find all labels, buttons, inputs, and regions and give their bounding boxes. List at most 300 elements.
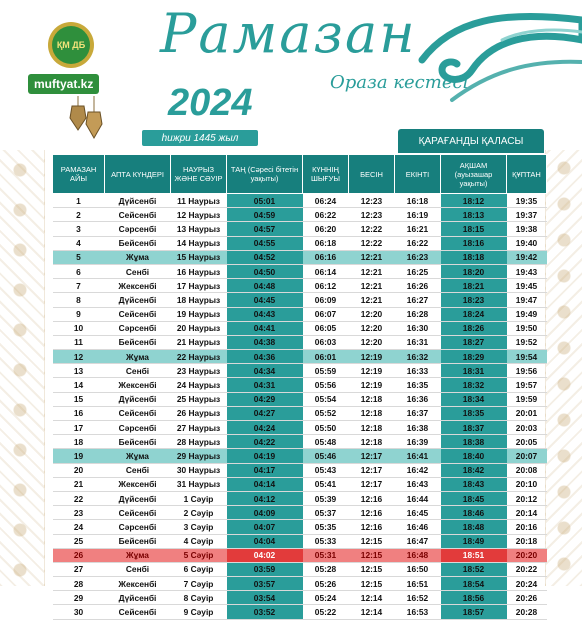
cell-dawn: 04:34 — [227, 364, 303, 378]
cell-dawn: 04:36 — [227, 350, 303, 364]
cell-night: 20:08 — [507, 463, 547, 477]
table-row — [53, 449, 547, 463]
cell-afternoon: 16:52 — [395, 591, 441, 605]
cell-date: 20 Наурыз — [171, 321, 227, 335]
table-body — [53, 194, 547, 620]
cell-night: 20:07 — [507, 449, 547, 463]
right-ornament-border — [545, 150, 582, 586]
cell-night: 20:12 — [507, 491, 547, 505]
cell-sunset: 18:38 — [441, 435, 507, 449]
cell-noon: 12:21 — [349, 250, 395, 264]
cell-dawn: 03:54 — [227, 591, 303, 605]
cell-sunrise: 05:50 — [303, 421, 349, 435]
cell-noon: 12:20 — [349, 321, 395, 335]
cell-date: 21 Наурыз — [171, 335, 227, 349]
cell-dawn: 04:22 — [227, 435, 303, 449]
cell-date: 4 Сәуір — [171, 534, 227, 548]
cell-dawn: 04:24 — [227, 421, 303, 435]
table-row — [53, 392, 547, 406]
cell-sunrise: 05:37 — [303, 506, 349, 520]
cell-dawn: 04:31 — [227, 378, 303, 392]
cell-sunset: 18:51 — [441, 548, 507, 562]
table-header-row — [53, 155, 547, 194]
table-row — [53, 236, 547, 250]
cell-day: 30 — [53, 605, 105, 619]
cell-sunrise: 06:22 — [303, 208, 349, 222]
cell-dawn: 03:57 — [227, 577, 303, 591]
cell-weekday: Бейсенбі — [105, 435, 171, 449]
col-header-noon: БЕСІН — [349, 155, 395, 194]
cell-day: 28 — [53, 577, 105, 591]
cell-noon: 12:16 — [349, 520, 395, 534]
table-row — [53, 406, 547, 420]
cell-sunrise: 05:54 — [303, 392, 349, 406]
cell-sunset: 18:23 — [441, 293, 507, 307]
cell-sunset: 18:24 — [441, 307, 507, 321]
site-link[interactable]: muftyat.kz — [28, 74, 99, 94]
cell-sunset: 18:12 — [441, 194, 507, 208]
cell-noon: 12:21 — [349, 293, 395, 307]
col-header-night: ҚҰПТАН — [507, 155, 547, 194]
cell-noon: 12:18 — [349, 435, 395, 449]
cell-dawn: 04:14 — [227, 477, 303, 491]
table-row — [53, 208, 547, 222]
cell-sunset: 18:26 — [441, 321, 507, 335]
cell-day: 2 — [53, 208, 105, 222]
cell-weekday: Сейсенбі — [105, 307, 171, 321]
cell-afternoon: 16:46 — [395, 520, 441, 534]
cell-afternoon: 16:27 — [395, 293, 441, 307]
cell-night: 19:52 — [507, 335, 547, 349]
cell-dawn: 04:38 — [227, 335, 303, 349]
cell-noon: 12:19 — [349, 364, 395, 378]
cell-sunset: 18:52 — [441, 562, 507, 576]
cell-night: 20:01 — [507, 406, 547, 420]
cell-dawn: 04:52 — [227, 250, 303, 264]
cell-dawn: 03:52 — [227, 605, 303, 619]
table-row — [53, 250, 547, 264]
cell-sunrise: 05:35 — [303, 520, 349, 534]
cell-day: 12 — [53, 350, 105, 364]
cell-sunrise: 06:05 — [303, 321, 349, 335]
cell-dawn: 04:57 — [227, 222, 303, 236]
cell-afternoon: 16:31 — [395, 335, 441, 349]
table-row — [53, 222, 547, 236]
cell-dawn: 03:59 — [227, 562, 303, 576]
cell-noon: 12:23 — [349, 208, 395, 222]
cell-day: 18 — [53, 435, 105, 449]
cell-dawn: 04:50 — [227, 264, 303, 278]
table-row — [53, 491, 547, 505]
cell-dawn: 04:29 — [227, 392, 303, 406]
cell-night: 19:38 — [507, 222, 547, 236]
cell-weekday: Жұма — [105, 250, 171, 264]
cell-date: 7 Сәуір — [171, 577, 227, 591]
cell-noon: 12:15 — [349, 562, 395, 576]
lantern-icon — [66, 96, 106, 142]
col-header-ramadan-day: РАМАЗАН АЙЫ — [53, 155, 105, 194]
cell-night: 19:47 — [507, 293, 547, 307]
cell-weekday: Сәрсенбі — [105, 321, 171, 335]
cell-night: 19:59 — [507, 392, 547, 406]
cell-afternoon: 16:53 — [395, 605, 441, 619]
cell-afternoon: 16:30 — [395, 321, 441, 335]
cell-sunrise: 05:26 — [303, 577, 349, 591]
cell-night: 19:56 — [507, 364, 547, 378]
cell-sunrise: 05:59 — [303, 364, 349, 378]
cell-noon: 12:21 — [349, 279, 395, 293]
cell-night: 19:35 — [507, 194, 547, 208]
fasting-schedule-table — [52, 154, 547, 620]
table-row — [53, 534, 547, 548]
cell-date: 26 Наурыз — [171, 406, 227, 420]
cell-afternoon: 16:33 — [395, 364, 441, 378]
cell-date: 18 Наурыз — [171, 293, 227, 307]
table-row — [53, 477, 547, 491]
cell-sunrise: 05:43 — [303, 463, 349, 477]
cell-date: 17 Наурыз — [171, 279, 227, 293]
table-row — [53, 577, 547, 591]
cell-weekday: Сәрсенбі — [105, 421, 171, 435]
cell-dawn: 04:19 — [227, 449, 303, 463]
cell-sunrise: 05:24 — [303, 591, 349, 605]
cell-night: 20:24 — [507, 577, 547, 591]
cell-noon: 12:22 — [349, 222, 395, 236]
cell-date: 15 Наурыз — [171, 250, 227, 264]
cell-date: 24 Наурыз — [171, 378, 227, 392]
table-row — [53, 421, 547, 435]
city-label: ҚАРАҒАНДЫ ҚАЛАСЫ — [398, 129, 544, 153]
cell-noon: 12:18 — [349, 406, 395, 420]
cell-afternoon: 16:38 — [395, 421, 441, 435]
cell-sunrise: 05:31 — [303, 548, 349, 562]
cell-weekday: Жұма — [105, 449, 171, 463]
cell-dawn: 04:04 — [227, 534, 303, 548]
cell-sunrise: 06:09 — [303, 293, 349, 307]
cell-weekday: Дүйсенбі — [105, 491, 171, 505]
cell-dawn: 04:43 — [227, 307, 303, 321]
cell-day: 7 — [53, 279, 105, 293]
cell-night: 20:03 — [507, 421, 547, 435]
cell-day: 8 — [53, 293, 105, 307]
table-row — [53, 378, 547, 392]
cell-day: 9 — [53, 307, 105, 321]
cell-date: 22 Наурыз — [171, 350, 227, 364]
col-header-date: НАУРЫЗ ЖӘНЕ СӘУІР — [171, 155, 227, 194]
cell-day: 5 — [53, 250, 105, 264]
cell-weekday: Жұма — [105, 548, 171, 562]
col-header-sunset: АҚШАМ (ауызашар уақыты) — [441, 155, 507, 194]
cell-night: 20:28 — [507, 605, 547, 619]
cell-sunrise: 05:41 — [303, 477, 349, 491]
cell-sunset: 18:16 — [441, 236, 507, 250]
cell-afternoon: 16:42 — [395, 463, 441, 477]
cell-afternoon: 16:35 — [395, 378, 441, 392]
cell-sunrise: 05:56 — [303, 378, 349, 392]
cell-dawn: 04:02 — [227, 548, 303, 562]
cell-day: 6 — [53, 264, 105, 278]
cell-noon: 12:14 — [349, 605, 395, 619]
cell-sunset: 18:37 — [441, 421, 507, 435]
cell-sunrise: 06:07 — [303, 307, 349, 321]
cell-night: 19:45 — [507, 279, 547, 293]
cell-sunset: 18:45 — [441, 491, 507, 505]
cell-noon: 12:20 — [349, 307, 395, 321]
cell-sunset: 18:29 — [441, 350, 507, 364]
col-header-dawn: ТАҢ (Сәресі бітетін уақыты) — [227, 155, 303, 194]
table-row — [53, 293, 547, 307]
cell-sunrise: 06:14 — [303, 264, 349, 278]
cell-weekday: Жексенбі — [105, 279, 171, 293]
cell-day: 23 — [53, 506, 105, 520]
cell-date: 6 Сәуір — [171, 562, 227, 576]
cell-sunset: 18:49 — [441, 534, 507, 548]
cell-day: 21 — [53, 477, 105, 491]
cell-afternoon: 16:18 — [395, 194, 441, 208]
cell-weekday: Бейсенбі — [105, 236, 171, 250]
cell-night: 19:40 — [507, 236, 547, 250]
cell-night: 19:37 — [507, 208, 547, 222]
cell-noon: 12:15 — [349, 548, 395, 562]
cell-noon: 12:16 — [349, 491, 395, 505]
table-row — [53, 520, 547, 534]
cell-day: 19 — [53, 449, 105, 463]
cell-dawn: 05:01 — [227, 194, 303, 208]
cell-afternoon: 16:41 — [395, 449, 441, 463]
cell-noon: 12:18 — [349, 392, 395, 406]
cell-night: 20:26 — [507, 591, 547, 605]
cell-sunset: 18:20 — [441, 264, 507, 278]
cell-noon: 12:14 — [349, 591, 395, 605]
cell-day: 27 — [53, 562, 105, 576]
cell-night: 19:57 — [507, 378, 547, 392]
page-title: Рамазан — [160, 2, 417, 65]
table-row — [53, 279, 547, 293]
cell-sunrise: 05:28 — [303, 562, 349, 576]
cell-day: 24 — [53, 520, 105, 534]
cell-afternoon: 16:51 — [395, 577, 441, 591]
cell-dawn: 04:59 — [227, 208, 303, 222]
table-row — [53, 605, 547, 619]
cell-date: 9 Сәуір — [171, 605, 227, 619]
cell-afternoon: 16:19 — [395, 208, 441, 222]
cell-sunrise: 06:24 — [303, 194, 349, 208]
cell-date: 5 Сәуір — [171, 548, 227, 562]
cell-afternoon: 16:21 — [395, 222, 441, 236]
cell-sunset: 18:42 — [441, 463, 507, 477]
page-subtitle: Ораза кестесі — [330, 72, 469, 93]
cell-afternoon: 16:25 — [395, 264, 441, 278]
cell-date: 31 Наурыз — [171, 477, 227, 491]
cell-date: 14 Наурыз — [171, 236, 227, 250]
cell-night: 19:42 — [507, 250, 547, 264]
cell-noon: 12:16 — [349, 506, 395, 520]
cell-noon: 12:17 — [349, 477, 395, 491]
cell-date: 25 Наурыз — [171, 392, 227, 406]
cell-sunset: 18:46 — [441, 506, 507, 520]
cell-sunrise: 06:03 — [303, 335, 349, 349]
col-header-weekday: АПТА КҮНДЕРІ — [105, 155, 171, 194]
cell-weekday: Сейсенбі — [105, 406, 171, 420]
cell-dawn: 04:48 — [227, 279, 303, 293]
cell-afternoon: 16:23 — [395, 250, 441, 264]
cell-noon: 12:15 — [349, 534, 395, 548]
table-row — [53, 321, 547, 335]
table-row — [53, 264, 547, 278]
cell-day: 3 — [53, 222, 105, 236]
cell-afternoon: 16:45 — [395, 506, 441, 520]
cell-day: 16 — [53, 406, 105, 420]
cell-night: 20:14 — [507, 506, 547, 520]
cell-afternoon: 16:22 — [395, 236, 441, 250]
cell-weekday: Жексенбі — [105, 477, 171, 491]
cell-sunset: 18:43 — [441, 477, 507, 491]
cell-afternoon: 16:43 — [395, 477, 441, 491]
cell-night: 20:10 — [507, 477, 547, 491]
cell-sunset: 18:48 — [441, 520, 507, 534]
cell-dawn: 04:41 — [227, 321, 303, 335]
cell-date: 28 Наурыз — [171, 435, 227, 449]
cell-day: 1 — [53, 194, 105, 208]
table-row — [53, 194, 547, 208]
cell-weekday: Сейсенбі — [105, 208, 171, 222]
table-row — [53, 307, 547, 321]
table-row — [53, 562, 547, 576]
table-row — [53, 548, 547, 562]
cell-night: 20:20 — [507, 548, 547, 562]
cell-night: 19:43 — [507, 264, 547, 278]
cell-noon: 12:19 — [349, 378, 395, 392]
cell-noon: 12:17 — [349, 463, 395, 477]
cell-afternoon: 16:48 — [395, 548, 441, 562]
cell-afternoon: 16:50 — [395, 562, 441, 576]
cell-sunrise: 05:46 — [303, 449, 349, 463]
logo-text: ҚМ ДБ — [52, 26, 90, 64]
cell-sunrise: 06:01 — [303, 350, 349, 364]
cell-day: 15 — [53, 392, 105, 406]
cell-weekday: Бейсенбі — [105, 534, 171, 548]
cell-sunrise: 05:39 — [303, 491, 349, 505]
cell-weekday: Жексенбі — [105, 378, 171, 392]
cell-date: 2 Сәуір — [171, 506, 227, 520]
cell-weekday: Сейсенбі — [105, 605, 171, 619]
cell-sunset: 18:57 — [441, 605, 507, 619]
cell-sunset: 18:18 — [441, 250, 507, 264]
cell-night: 20:16 — [507, 520, 547, 534]
cell-date: 13 Наурыз — [171, 222, 227, 236]
cell-weekday: Сенбі — [105, 264, 171, 278]
cell-noon: 12:21 — [349, 264, 395, 278]
muftyat-logo — [48, 22, 94, 68]
cell-date: 12 Наурыз — [171, 208, 227, 222]
cell-weekday: Бейсенбі — [105, 335, 171, 349]
cell-weekday: Дүйсенбі — [105, 293, 171, 307]
cell-sunset: 18:40 — [441, 449, 507, 463]
cell-day: 20 — [53, 463, 105, 477]
cell-weekday: Жексенбі — [105, 577, 171, 591]
cell-dawn: 04:12 — [227, 491, 303, 505]
table-row — [53, 506, 547, 520]
cell-sunrise: 05:22 — [303, 605, 349, 619]
table-row — [53, 591, 547, 605]
cell-sunset: 18:34 — [441, 392, 507, 406]
cell-sunrise: 06:12 — [303, 279, 349, 293]
cell-night: 19:49 — [507, 307, 547, 321]
cell-sunrise: 05:48 — [303, 435, 349, 449]
cell-noon: 12:17 — [349, 449, 395, 463]
cell-date: 8 Сәуір — [171, 591, 227, 605]
cell-day: 13 — [53, 364, 105, 378]
cell-sunset: 18:35 — [441, 406, 507, 420]
cell-noon: 12:19 — [349, 350, 395, 364]
cell-night: 20:05 — [507, 435, 547, 449]
cell-sunrise: 06:16 — [303, 250, 349, 264]
cell-sunset: 18:54 — [441, 577, 507, 591]
cell-noon: 12:20 — [349, 335, 395, 349]
cell-dawn: 04:17 — [227, 463, 303, 477]
cell-dawn: 04:45 — [227, 293, 303, 307]
cell-afternoon: 16:37 — [395, 406, 441, 420]
table-row — [53, 335, 547, 349]
cell-night: 20:18 — [507, 534, 547, 548]
cell-dawn: 04:07 — [227, 520, 303, 534]
cell-afternoon: 16:32 — [395, 350, 441, 364]
cell-date: 19 Наурыз — [171, 307, 227, 321]
cell-weekday: Дүйсенбі — [105, 392, 171, 406]
cell-sunset: 18:15 — [441, 222, 507, 236]
cell-sunset: 18:56 — [441, 591, 507, 605]
cell-date: 30 Наурыз — [171, 463, 227, 477]
cell-night: 19:50 — [507, 321, 547, 335]
cell-day: 25 — [53, 534, 105, 548]
col-header-afternoon: ЕКІНТІ — [395, 155, 441, 194]
cell-date: 29 Наурыз — [171, 449, 227, 463]
cell-sunset: 18:31 — [441, 364, 507, 378]
cell-day: 14 — [53, 378, 105, 392]
cell-sunrise: 06:18 — [303, 236, 349, 250]
cell-sunrise: 05:33 — [303, 534, 349, 548]
cell-day: 4 — [53, 236, 105, 250]
cell-night: 20:22 — [507, 562, 547, 576]
cell-sunset: 18:21 — [441, 279, 507, 293]
cell-date: 16 Наурыз — [171, 264, 227, 278]
cell-weekday: Сәрсенбі — [105, 520, 171, 534]
cell-day: 11 — [53, 335, 105, 349]
table-row — [53, 435, 547, 449]
cell-afternoon: 16:44 — [395, 491, 441, 505]
year-label: 2024 — [168, 82, 253, 124]
cell-dawn: 04:27 — [227, 406, 303, 420]
cell-weekday: Дүйсенбі — [105, 194, 171, 208]
cell-date: 1 Сәуір — [171, 491, 227, 505]
cell-sunrise: 06:20 — [303, 222, 349, 236]
cell-sunset: 18:27 — [441, 335, 507, 349]
cell-sunset: 18:13 — [441, 208, 507, 222]
cell-sunset: 18:32 — [441, 378, 507, 392]
cell-dawn: 04:09 — [227, 506, 303, 520]
table-row — [53, 350, 547, 364]
cell-noon: 12:22 — [349, 236, 395, 250]
col-header-sunrise: КҮННІҢ ШЫҒУЫ — [303, 155, 349, 194]
cell-dawn: 04:55 — [227, 236, 303, 250]
cell-afternoon: 16:47 — [395, 534, 441, 548]
cell-day: 10 — [53, 321, 105, 335]
cell-day: 29 — [53, 591, 105, 605]
cell-noon: 12:18 — [349, 421, 395, 435]
cell-afternoon: 16:26 — [395, 279, 441, 293]
cell-day: 26 — [53, 548, 105, 562]
cell-afternoon: 16:39 — [395, 435, 441, 449]
